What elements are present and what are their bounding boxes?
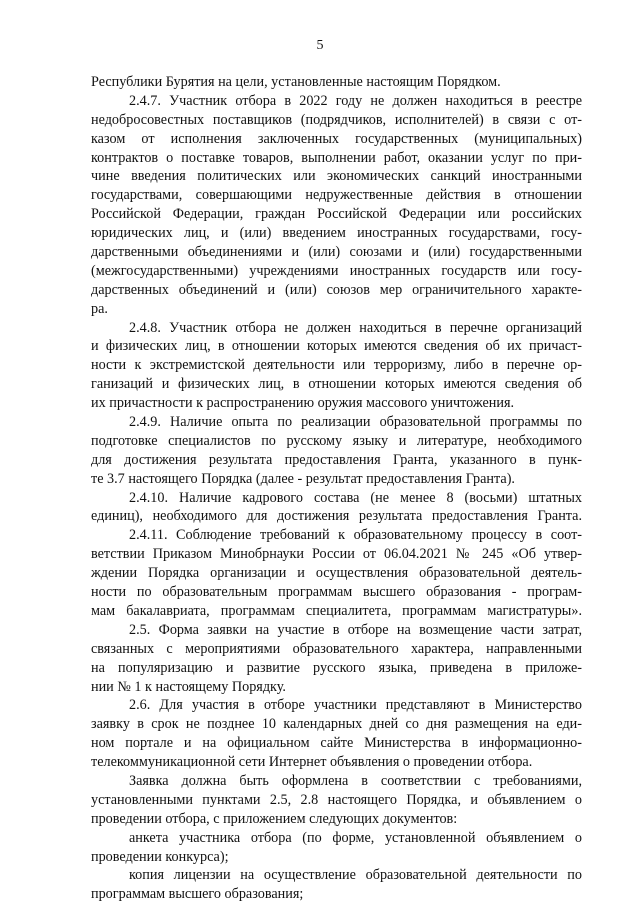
text-line: программам высшего образования; [91,886,304,903]
text-line: недобросовестных поставщиков (подрядчиков, исполнителей) в связи с от- [91,111,582,128]
text-line: 2.4.10. Наличие кадрового состава (не менее 8 (восьми) штатных [129,489,582,506]
text-line: казом от исполнения заключенных государственных (муниципальных) [91,130,582,147]
text-line: подготовке специалистов по русскому языку и литературе, необходимого [91,432,582,449]
text-line: дарственными объединениями и (или) союзами и (или) государственными [91,244,582,261]
text-line: государствами, совершающими недружественные действия в отношении [91,187,582,204]
text-line: 2.4.8. Участник отбора не должен находиться в перечне организаций [129,319,582,336]
text-line: связанных с мероприятиями образовательного характера, направленными [91,640,582,657]
text-line: Российской Федерации, граждан Российской Федерации или российских [91,206,582,223]
text-line: ности по образовательным программам высшего образования - програм- [91,584,582,601]
text-line: 2.5. Форма заявки на участие в отборе на возмещение части затрат, [129,621,582,638]
text-line: заявку в срок не позднее 10 календарных дней со дня размещения на еди- [91,716,582,733]
text-line: 2.6. Для участия в отборе участники представляют в Министерство [129,697,582,714]
text-line: ра. [91,300,108,317]
text-line: Республики Бурятия на цели, установленные настоящим Порядком. [91,74,501,90]
text-line: единиц), необходимого для достижения результата предоставления Гранта. [91,508,582,525]
text-line: ветствии Приказом Минобрнауки России от 06.04.2021 № 245 «Об утвер- [91,546,582,563]
text-line: телекоммуникационной сети Интернет объявления о проведении отбора. [91,754,533,771]
text-line: нии № 1 к настоящему Порядку. [91,678,286,695]
text-line: контрактов о поставке товаров, выполнении работ, оказании услуг по при- [91,149,582,166]
text-line: копия лицензии на осуществление образовательной деятельности по [129,867,582,884]
text-line: ганизаций и физических лиц, в отношении которых имеются сведения об [91,376,582,393]
text-line: (межгосударственными) учреждениями иностранных государств или госу- [91,262,582,279]
text-line: те 3.7 настоящего Порядка (далее - результат предоставления Гранта). [91,470,515,487]
text-line: юридических лиц, и (или) введением иностранных государствами, госу- [91,225,582,242]
text-line: их причастности к распространению оружия массового уничтожения. [91,395,515,412]
text-line: дарственных объединений и (или) союзов мер ограничительного характе- [91,281,582,298]
text-line: ности к экстремистской деятельности или терроризму, либо в перечне ор- [91,357,582,374]
text-line: мам бакалавриата, программам специалитета, программам магистратуры». [91,602,582,619]
text-line: для достижения результата предоставления Гранта, указанного в пунк- [91,451,582,468]
document-body [91,73,582,904]
text-line: и физических лиц, в отношении которых имеются сведения об их причаст- [91,338,582,355]
text-line: 2.4.9. Наличие опыта по реализации образовательной программы по [129,414,582,431]
text-line: проведении отбора, с приложением следующих документов: [91,810,458,827]
text-line: Заявка должна быть оформлена в соответствии с требованиями, [129,772,582,789]
text-line: ждении Порядка организации и осуществления образовательной деятель- [91,565,582,582]
text-line: ном портале и на официальном сайте Министерства в информационно- [91,735,582,752]
text-line: установленными пунктами 2.5, 2.8 настоящего Порядка, и объявлением о [91,791,582,808]
text-line: анкета участника отбора (по форме, установленной объявлением о [129,829,582,846]
text-line: 2.4.11. Соблюдение требований к образовательному процессу в соот- [129,527,582,544]
text-line: проведении конкурса); [91,848,229,865]
text-line: 2.4.7. Участник отбора в 2022 году не должен находиться в реестре [129,92,582,109]
text-line: чине введения политических или экономических санкций иностранными [91,168,582,185]
page-number: 5 [316,38,324,53]
text-line: на популяризацию и развитие русского языка, приведена в приложе- [91,659,582,676]
